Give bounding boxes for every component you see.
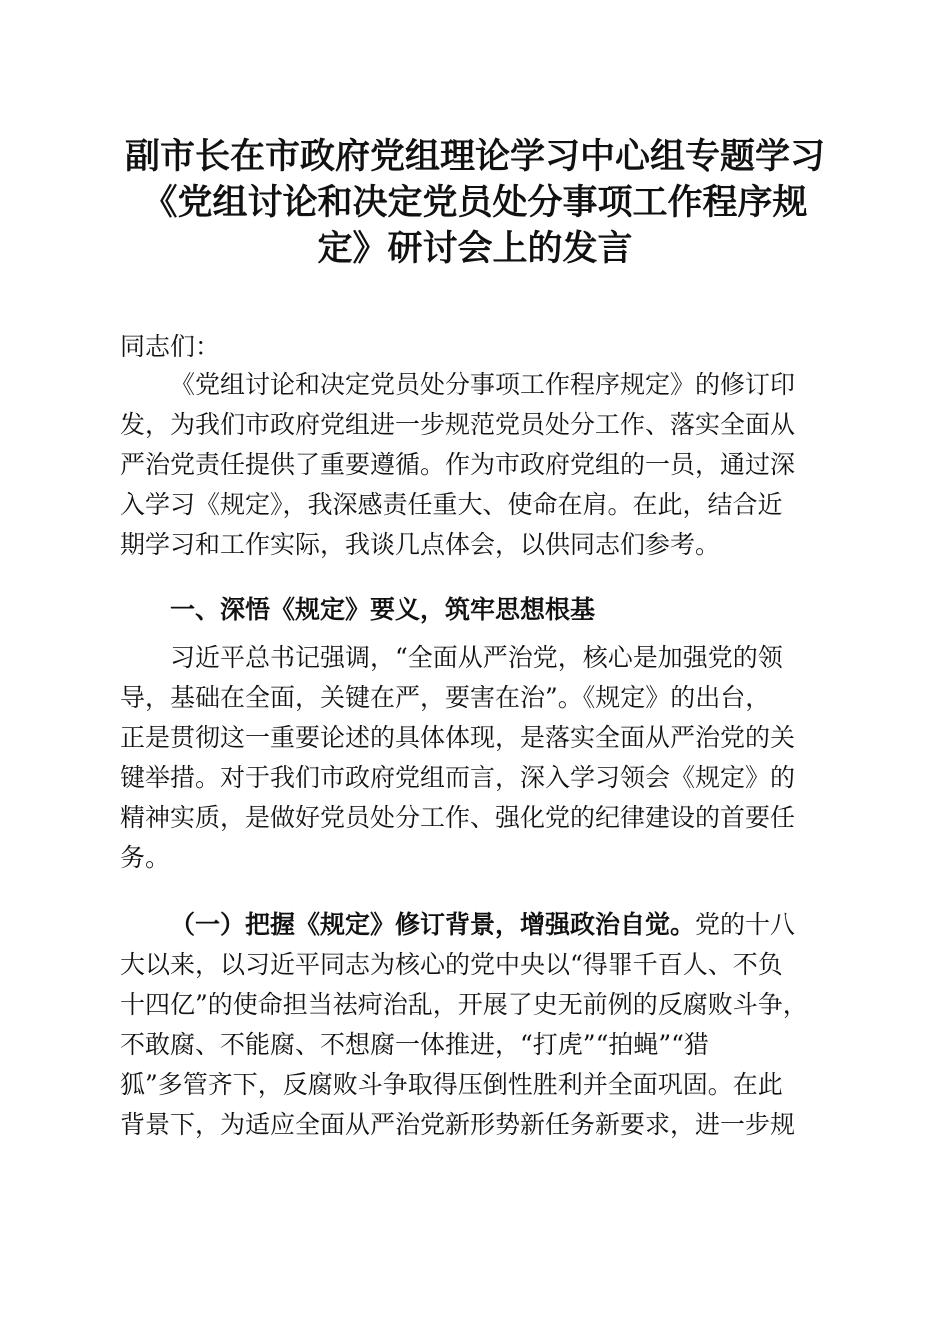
paragraph-line xyxy=(120,905,830,945)
paragraph-line: 导，基础在全面，关键在严，要害在治”。《规定》的出台， xyxy=(120,683,771,712)
paragraph-line: 背景下，为适应全面从严治党新形势新任务新要求，进一步规 xyxy=(120,1110,796,1139)
greeting xyxy=(120,327,830,367)
title-line-3: 定》研讨会上的发言 xyxy=(317,228,633,269)
section-heading-1 xyxy=(120,590,830,630)
paragraph-line: 《党组讨论和决定党员处分事项工作程序规定》的修订印 xyxy=(170,370,796,399)
paragraph-line: 严治党责任提供了重要遵循。作为市政府党组的一员，通过深 xyxy=(120,450,796,479)
section-heading-text: 一、深悟《规定》要义，筑牢思想根基 xyxy=(170,595,596,624)
paragraph-line: 不敢腐、不能腐、不想腐一体推进，“打虎”“拍蝇”“猎 xyxy=(120,1030,709,1059)
paragraph-line: 精神实质，是做好党员处分工作、强化党的纪律建设的首要任 xyxy=(120,803,796,832)
paragraph-line: 正是贯彻这一重要论述的具体体现，是落实全面从严治党的关 xyxy=(120,723,796,752)
paragraph-line: 大以来，以习近平同志为核心的党中央以“得罪千百人、不负 xyxy=(120,950,783,979)
paragraph-line: 期学习和工作实际，我谈几点体会，以供同志们参考。 xyxy=(120,530,721,559)
paragraph-line-rest: 党的十八 xyxy=(695,910,796,939)
title-line-2: 《党组讨论和决定党员处分事项工作程序规 xyxy=(142,182,808,223)
paragraph-line: 入学习《规定》，我深感责任重大、使命在肩。在此，结合近 xyxy=(120,490,783,519)
title-line-1: 副市长在市政府党组理论学习中心组专题学习 xyxy=(124,136,825,177)
greeting-text: 同志们： xyxy=(120,332,221,361)
paragraph-line: 习近平总书记强调，“全面从严治党，核心是加强党的领 xyxy=(170,643,783,672)
document-title xyxy=(100,134,850,272)
subsection-lead: （一）把握《规定》修订背景，增强政治自觉。 xyxy=(170,910,696,939)
paragraph-line: 务。 xyxy=(120,843,171,872)
paragraph-intro xyxy=(120,365,830,565)
paragraph-subsection-1 xyxy=(120,905,830,1145)
paragraph-line: 键举措。对于我们市政府党组而言，深入学习领会《规定》的 xyxy=(120,763,796,792)
paragraph-line: 发，为我们市政府党组进一步规范党员处分工作、落实全面从 xyxy=(120,410,796,439)
paragraph-line: 狐”多管齐下，反腐败斗争取得压倒性胜利并全面巩固。在此 xyxy=(120,1070,783,1099)
paragraph-line: 十四亿”的使命担当祛疴治乱，开展了史无前例的反腐败斗争， xyxy=(120,990,808,1019)
paragraph-section-1 xyxy=(120,638,830,878)
